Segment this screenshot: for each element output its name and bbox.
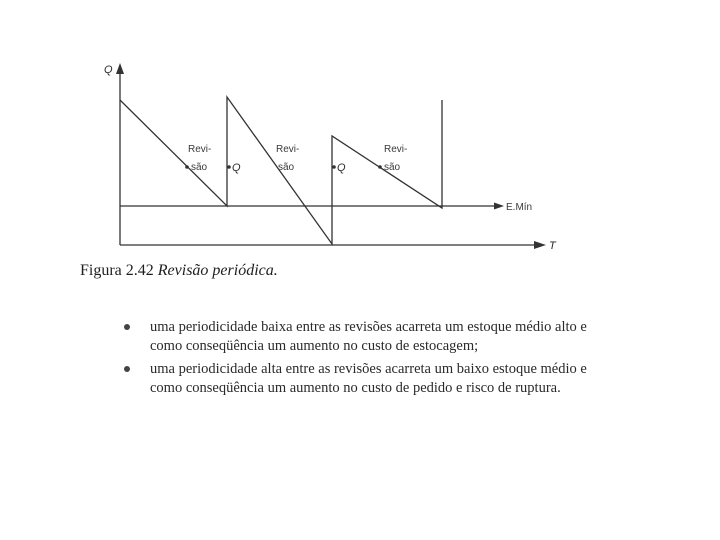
y-axis-arrow: [116, 63, 124, 74]
bullet-list: [120, 318, 590, 402]
review-point: [185, 165, 189, 169]
y-axis-label: Q: [104, 64, 113, 76]
order-point: [227, 165, 231, 169]
order-label-1: Q: [232, 162, 241, 174]
review-label-2-line2: são: [278, 162, 295, 173]
bullet-text: uma periodicidade alta entre as revisões acarreta um baixo estoque médio e como conseqüência um aumento no custo de pedido e risco de ruptura.: [150, 361, 587, 396]
review-label-2-line1: Revi-: [276, 144, 300, 155]
review-point: [378, 165, 382, 169]
order-point: [332, 165, 336, 169]
review-label-1-line1: Revi-: [188, 144, 212, 155]
x-axis-label: T: [549, 240, 556, 252]
review-label-3-line1: Revi-: [384, 144, 408, 155]
min-stock-arrow: [494, 203, 504, 210]
list-item: [120, 360, 590, 398]
figure-title: Revisão periódica.: [157, 262, 278, 279]
review-label-1-line2: são: [191, 162, 208, 173]
order-label-2: Q: [337, 162, 346, 174]
min-stock-label: E.Mín: [506, 202, 533, 213]
bullet-icon: [124, 324, 130, 330]
bullet-icon: [124, 366, 130, 372]
review-label-3-line2: são: [384, 162, 401, 173]
list-item: [120, 318, 590, 356]
bullet-text: uma periodicidade baixa entre as revisões acarreta um estoque médio alto e como conseqüência um aumento no custo de estocagem;: [150, 319, 587, 354]
figure-number: Figura 2.42: [80, 262, 154, 279]
x-axis-arrow: [534, 241, 546, 249]
figure-caption: [80, 262, 278, 280]
